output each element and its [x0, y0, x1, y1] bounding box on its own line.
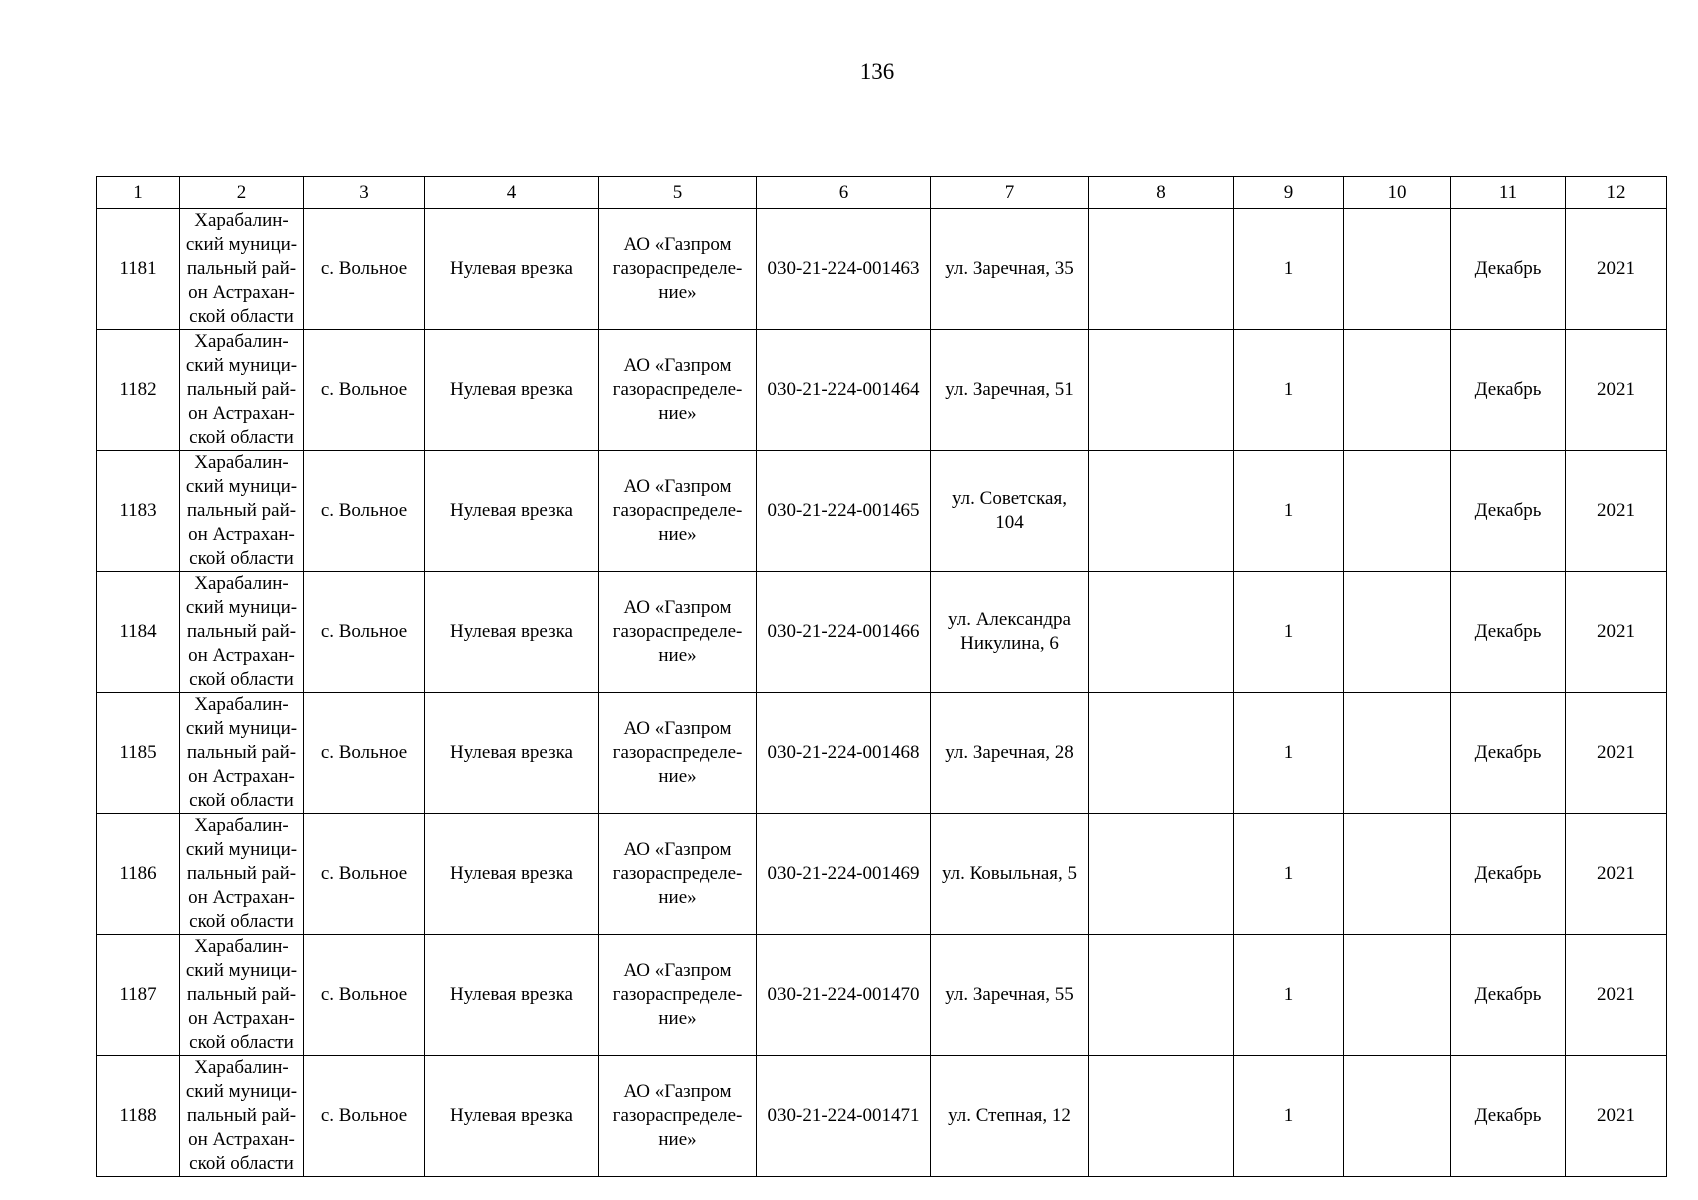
- municipality-cell-text: Харабалин- ский муници- пальный рай- он Астрахан- ской области: [185, 1057, 298, 1174]
- table-row: [97, 935, 1667, 1056]
- year-cell: [1566, 209, 1667, 330]
- address-cell-text: ул. Заречная, 55: [945, 984, 1074, 1005]
- organization-cell: [599, 572, 757, 693]
- object-code-cell: [757, 572, 931, 693]
- object-code-cell-text: 030-21-224-001463: [767, 258, 920, 279]
- column-10-cell: [1344, 693, 1451, 814]
- quantity-cell: [1234, 451, 1344, 572]
- month-cell-text: Декабрь: [1474, 500, 1542, 521]
- month-cell-text: Декабрь: [1474, 742, 1542, 763]
- municipality-cell: [180, 814, 304, 935]
- year-cell-text: 2021: [1597, 500, 1635, 521]
- column-header: 2: [180, 177, 304, 209]
- column-header: 8: [1089, 177, 1234, 209]
- address-cell: [931, 814, 1089, 935]
- connection-type-cell-text: Нулевая врезка: [450, 984, 573, 1005]
- connection-type-cell: [425, 330, 599, 451]
- month-cell: [1451, 1056, 1566, 1177]
- month-cell-text: Декабрь: [1474, 258, 1542, 279]
- organization-cell: [599, 1056, 757, 1177]
- column-8-cell: [1089, 451, 1234, 572]
- page-number: 136: [859, 59, 895, 84]
- settlement-cell: [304, 451, 425, 572]
- column-header: 5: [599, 177, 757, 209]
- municipality-cell: [180, 935, 304, 1056]
- settlement-cell: [304, 330, 425, 451]
- table-row: [97, 572, 1667, 693]
- month-cell: [1451, 693, 1566, 814]
- quantity-cell-text: 1: [1283, 500, 1294, 521]
- row-number-cell: [97, 451, 180, 572]
- organization-cell-text: АО «Газпром газораспределе- ние»: [612, 597, 743, 666]
- municipality-cell: [180, 330, 304, 451]
- address-cell-text: ул. Ковыльная, 5: [941, 863, 1078, 884]
- column-10-cell: [1344, 1056, 1451, 1177]
- year-cell: [1566, 1056, 1667, 1177]
- quantity-cell-text: 1: [1283, 742, 1294, 763]
- row-number-cell-text: 1181: [119, 258, 157, 279]
- organization-cell: [599, 451, 757, 572]
- month-cell: [1451, 572, 1566, 693]
- address-cell: [931, 572, 1089, 693]
- organization-cell-text: АО «Газпром газораспределе- ние»: [612, 839, 743, 908]
- row-number-cell-text: 1187: [119, 984, 157, 1005]
- year-cell-text: 2021: [1597, 742, 1635, 763]
- organization-cell-text: АО «Газпром газораспределе- ние»: [612, 355, 743, 424]
- object-code-cell-text: 030-21-224-001464: [767, 379, 920, 400]
- address-cell: [931, 693, 1089, 814]
- column-8-cell: [1089, 814, 1234, 935]
- quantity-cell-text: 1: [1283, 984, 1294, 1005]
- settlement-cell-text: с. Вольное: [320, 379, 408, 400]
- column-8-cell: [1089, 693, 1234, 814]
- column-header: 7: [931, 177, 1089, 209]
- quantity-cell: [1234, 693, 1344, 814]
- row-number-cell: [97, 935, 180, 1056]
- municipality-cell-text: Харабалин- ский муници- пальный рай- он Астрахан- ской области: [185, 815, 298, 932]
- row-number-cell: [97, 572, 180, 693]
- connection-type-cell-text: Нулевая врезка: [450, 742, 573, 763]
- object-code-cell-text: 030-21-224-001470: [767, 984, 920, 1005]
- connection-type-cell: [425, 693, 599, 814]
- address-cell-text: ул. Александра Никулина, 6: [948, 609, 1071, 654]
- connection-type-cell: [425, 1056, 599, 1177]
- settlement-cell: [304, 693, 425, 814]
- row-number-cell: [97, 209, 180, 330]
- column-10-cell: [1344, 935, 1451, 1056]
- column-8-cell: [1089, 935, 1234, 1056]
- connection-type-cell-text: Нулевая врезка: [450, 500, 573, 521]
- address-cell-text: ул. Заречная, 28: [945, 742, 1074, 763]
- organization-cell: [599, 330, 757, 451]
- month-cell: [1451, 935, 1566, 1056]
- connection-type-cell-text: Нулевая врезка: [450, 379, 573, 400]
- organization-cell-text: АО «Газпром газораспределе- ние»: [612, 960, 743, 1029]
- column-header: 9: [1234, 177, 1344, 209]
- address-cell-text: ул. Степная, 12: [948, 1105, 1071, 1126]
- column-header: 3: [304, 177, 425, 209]
- row-number-cell-text: 1186: [119, 863, 157, 884]
- column-10-cell: [1344, 814, 1451, 935]
- column-header: 6: [757, 177, 931, 209]
- municipality-cell-text: Харабалин- ский муници- пальный рай- он Астрахан- ской области: [185, 694, 298, 811]
- year-cell: [1566, 814, 1667, 935]
- table-row: [97, 1056, 1667, 1177]
- municipality-cell: [180, 572, 304, 693]
- settlement-cell: [304, 209, 425, 330]
- column-10-cell: [1344, 209, 1451, 330]
- settlement-cell-text: с. Вольное: [320, 742, 408, 763]
- municipality-cell-text: Харабалин- ский муници- пальный рай- он Астрахан- ской области: [185, 331, 298, 448]
- year-cell-text: 2021: [1597, 621, 1635, 642]
- month-cell-text: Декабрь: [1474, 379, 1542, 400]
- connection-type-cell-text: Нулевая врезка: [450, 863, 573, 884]
- column-10-cell: [1344, 451, 1451, 572]
- column-header: 1: [97, 177, 180, 209]
- row-number-cell-text: 1185: [119, 742, 157, 763]
- row-number-cell-text: 1183: [119, 500, 157, 521]
- table-row: [97, 451, 1667, 572]
- address-cell-text: ул. Заречная, 35: [945, 258, 1074, 279]
- object-code-cell: [757, 693, 931, 814]
- year-cell-text: 2021: [1597, 984, 1635, 1005]
- connection-type-cell: [425, 572, 599, 693]
- address-cell: [931, 935, 1089, 1056]
- table-row: [97, 330, 1667, 451]
- column-header: 11: [1451, 177, 1566, 209]
- object-code-cell: [757, 935, 931, 1056]
- municipality-cell-text: Харабалин- ский муници- пальный рай- он Астрахан- ской области: [185, 452, 298, 569]
- column-10-cell: [1344, 572, 1451, 693]
- quantity-cell-text: 1: [1283, 621, 1294, 642]
- settlement-cell-text: с. Вольное: [320, 984, 408, 1005]
- municipality-cell-text: Харабалин- ский муници- пальный рай- он Астрахан- ской области: [185, 936, 298, 1053]
- quantity-cell: [1234, 814, 1344, 935]
- settlement-cell-text: с. Вольное: [320, 863, 408, 884]
- organization-cell-text: АО «Газпром газораспределе- ние»: [612, 476, 743, 545]
- object-code-cell-text: 030-21-224-001466: [767, 621, 920, 642]
- connection-type-cell-text: Нулевая врезка: [450, 621, 573, 642]
- object-code-cell: [757, 330, 931, 451]
- object-code-cell: [757, 1056, 931, 1177]
- quantity-cell-text: 1: [1283, 863, 1294, 884]
- month-cell: [1451, 814, 1566, 935]
- connection-type-cell: [425, 814, 599, 935]
- year-cell: [1566, 330, 1667, 451]
- settlement-cell: [304, 814, 425, 935]
- address-cell: [931, 330, 1089, 451]
- month-cell: [1451, 451, 1566, 572]
- row-number-cell-text: 1188: [119, 1105, 157, 1126]
- address-cell: [931, 451, 1089, 572]
- table-row: [97, 209, 1667, 330]
- column-header: 12: [1566, 177, 1667, 209]
- quantity-cell-text: 1: [1283, 1105, 1294, 1126]
- column-8-cell: [1089, 330, 1234, 451]
- year-cell: [1566, 935, 1667, 1056]
- object-code-cell: [757, 209, 931, 330]
- settlement-cell-text: с. Вольное: [320, 1105, 408, 1126]
- quantity-cell: [1234, 1056, 1344, 1177]
- municipality-cell: [180, 451, 304, 572]
- column-header: 4: [425, 177, 599, 209]
- month-cell-text: Декабрь: [1474, 863, 1542, 884]
- object-code-cell-text: 030-21-224-001465: [767, 500, 920, 521]
- address-cell-text: ул. Советская, 104: [952, 488, 1067, 533]
- settlement-cell: [304, 572, 425, 693]
- settlement-cell: [304, 935, 425, 1056]
- row-number-cell: [97, 814, 180, 935]
- object-code-cell-text: 030-21-224-001471: [767, 1105, 920, 1126]
- municipality-cell: [180, 209, 304, 330]
- quantity-cell-text: 1: [1283, 258, 1294, 279]
- object-code-cell: [757, 814, 931, 935]
- month-cell: [1451, 209, 1566, 330]
- object-code-cell-text: 030-21-224-001469: [767, 863, 920, 884]
- municipality-cell-text: Харабалин- ский муници- пальный рай- он Астрахан- ской области: [185, 573, 298, 690]
- quantity-cell-text: 1: [1283, 379, 1294, 400]
- organization-cell: [599, 814, 757, 935]
- column-8-cell: [1089, 572, 1234, 693]
- year-cell-text: 2021: [1597, 258, 1635, 279]
- month-cell-text: Декабрь: [1474, 1105, 1542, 1126]
- row-number-cell-text: 1182: [119, 379, 157, 400]
- row-number-cell: [97, 1056, 180, 1177]
- table-header-row: [97, 177, 1667, 209]
- quantity-cell: [1234, 572, 1344, 693]
- settlement-cell-text: с. Вольное: [320, 621, 408, 642]
- row-number-cell: [97, 693, 180, 814]
- settlement-cell-text: с. Вольное: [320, 258, 408, 279]
- organization-cell-text: АО «Газпром газораспределе- ние»: [612, 1081, 743, 1150]
- object-code-cell-text: 030-21-224-001468: [767, 742, 920, 763]
- year-cell-text: 2021: [1597, 863, 1635, 884]
- column-8-cell: [1089, 1056, 1234, 1177]
- quantity-cell: [1234, 935, 1344, 1056]
- object-code-cell: [757, 451, 931, 572]
- table-body: [97, 177, 1667, 1177]
- month-cell: [1451, 330, 1566, 451]
- address-cell-text: ул. Заречная, 51: [945, 379, 1074, 400]
- settlement-cell-text: с. Вольное: [320, 500, 408, 521]
- quantity-cell: [1234, 209, 1344, 330]
- row-number-cell-text: 1184: [119, 621, 157, 642]
- address-cell: [931, 209, 1089, 330]
- row-number-cell: [97, 330, 180, 451]
- address-cell: [931, 1056, 1089, 1177]
- municipality-cell: [180, 693, 304, 814]
- municipality-cell-text: Харабалин- ский муници- пальный рай- он Астрахан- ской области: [185, 210, 298, 327]
- connection-type-cell: [425, 451, 599, 572]
- month-cell-text: Декабрь: [1474, 621, 1542, 642]
- organization-cell-text: АО «Газпром газораспределе- ние»: [612, 234, 743, 303]
- connection-type-cell: [425, 935, 599, 1056]
- connection-type-cell-text: Нулевая врезка: [450, 258, 573, 279]
- month-cell-text: Декабрь: [1474, 984, 1542, 1005]
- settlement-cell: [304, 1056, 425, 1177]
- connection-type-cell-text: Нулевая врезка: [450, 1105, 573, 1126]
- table-row: [97, 693, 1667, 814]
- document-table: [96, 176, 1667, 1177]
- year-cell: [1566, 451, 1667, 572]
- organization-cell-text: АО «Газпром газораспределе- ние»: [612, 718, 743, 787]
- year-cell: [1566, 572, 1667, 693]
- table-row: [97, 814, 1667, 935]
- organization-cell: [599, 693, 757, 814]
- municipality-cell: [180, 1056, 304, 1177]
- connection-type-cell: [425, 209, 599, 330]
- organization-cell: [599, 935, 757, 1056]
- column-8-cell: [1089, 209, 1234, 330]
- organization-cell: [599, 209, 757, 330]
- year-cell: [1566, 693, 1667, 814]
- year-cell-text: 2021: [1597, 379, 1635, 400]
- quantity-cell: [1234, 330, 1344, 451]
- column-header: 10: [1344, 177, 1451, 209]
- column-10-cell: [1344, 330, 1451, 451]
- year-cell-text: 2021: [1597, 1105, 1635, 1126]
